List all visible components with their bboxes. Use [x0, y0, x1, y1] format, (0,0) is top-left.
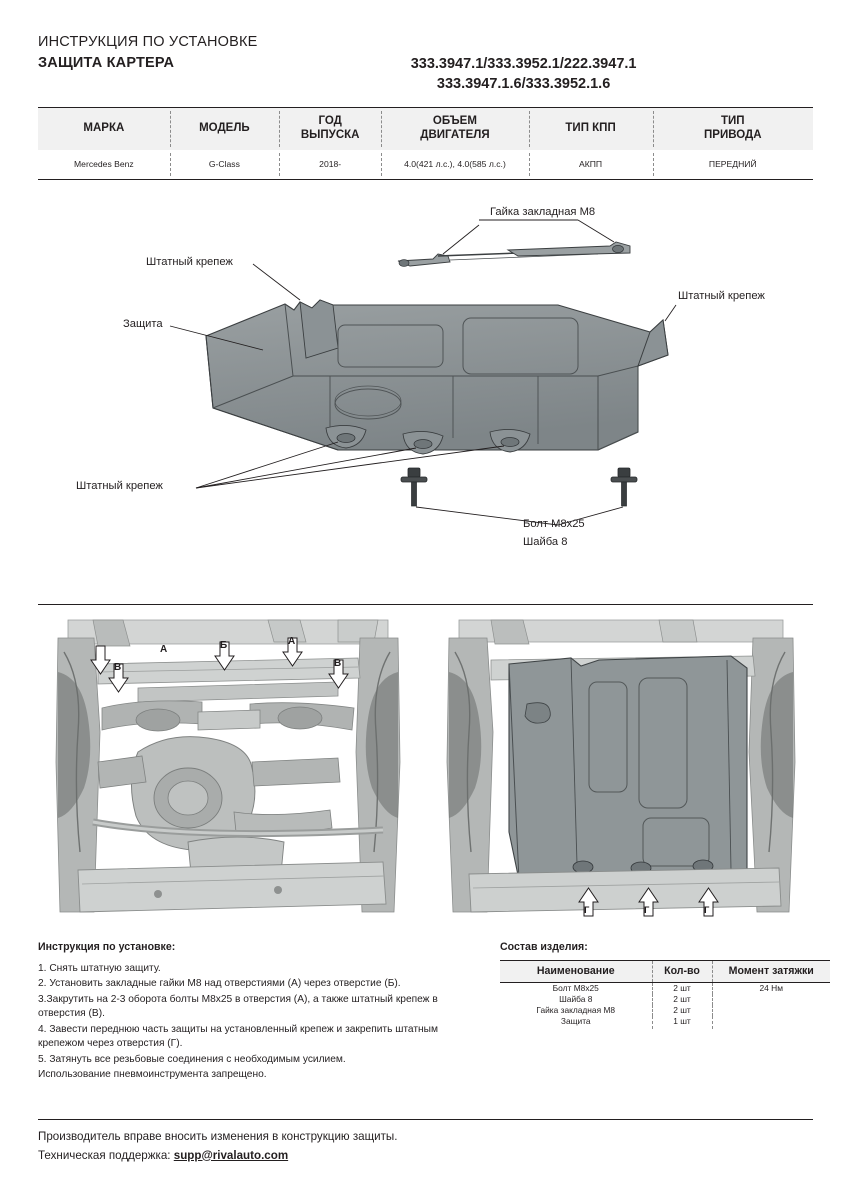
document-subtitle: ИНСТРУКЦИЯ ПО УСТАНОВКЕ: [38, 34, 258, 50]
part-name: Защита: [560, 1016, 591, 1027]
spec-value-engine: 4.0(421 л.с.), 4.0(585 л.с.): [381, 150, 528, 179]
callout-letter-v-right: В: [334, 658, 342, 669]
spec-table-header-row: [38, 108, 813, 150]
callout-letter-g-2: Г: [644, 905, 650, 916]
label-embedded-nut: Гайка закладная М8: [490, 206, 596, 218]
page-title: ЗАЩИТА КАРТЕРА: [38, 55, 175, 71]
product-codes-line-2: 333.3947.1.6/333.3952.1.6: [436, 75, 611, 92]
installation-instructions: [38, 941, 478, 1083]
spec-header-year-line2: ВЫПУСКА: [300, 129, 360, 141]
spec-header-brand-label: МАРКА: [83, 122, 125, 135]
bolt-parts: [401, 468, 637, 506]
spec-header-year: [279, 108, 381, 150]
part-torque: [712, 1005, 830, 1016]
footer-support: [38, 1147, 813, 1166]
divider-middle: [38, 604, 813, 605]
parts-header-torque: Момент затяжки: [712, 961, 830, 983]
spec-value-brand: Mercedes Benz: [74, 159, 134, 170]
document-header: [38, 34, 813, 94]
part-name: Шайба 8: [559, 994, 593, 1005]
spec-header-engine-line2: ДВИГАТЕЛЯ: [420, 129, 490, 141]
instructions-list: [38, 962, 478, 1067]
parts-table-header-row: [500, 961, 830, 983]
spec-header-model-label: МОДЕЛЬ: [199, 122, 250, 135]
underbody-before-drawing: [38, 612, 418, 922]
part-qty: 2 шт: [652, 994, 712, 1005]
spec-header-engine-line1: ОБЪЕМ: [432, 115, 477, 128]
support-email-link[interactable]: supp@rivalauto.com: [173, 1148, 289, 1162]
callout-letter-v-left: В: [114, 662, 122, 673]
part-torque: [712, 1016, 830, 1029]
part-name: Болт М8х25: [552, 983, 599, 993]
instructions-title: Инструкция по установке:: [38, 941, 176, 953]
spec-value-model: G-Class: [170, 150, 279, 179]
callout-letter-g-1: Г: [584, 905, 590, 916]
embedded-nut-parts: [398, 242, 630, 266]
instruction-step: 1. Снять штатную защиту.: [38, 963, 161, 974]
part-qty: 1 шт: [652, 1016, 712, 1029]
installed-skid-plate: [509, 656, 747, 880]
footer-support-label: Техническая поддержка:: [38, 1148, 171, 1162]
table-row: [500, 1016, 830, 1029]
spec-header-brand: [38, 108, 170, 150]
label-shield: Защита: [123, 318, 163, 330]
label-fastener-bottom: Штатный крепеж: [76, 480, 163, 492]
instructions-note: Использование пневмоинструмента запрещено.: [38, 1069, 267, 1081]
callout-letter-g-3: Г: [704, 905, 710, 916]
instruction-step: 2. Установить закладные гайки М8 над отверстиями (А) через отверстие (Б).: [38, 978, 401, 990]
instruction-step: 4. Завести переднюю часть защиты на установленный крепеж и закрепить штатным крепежом через отверстия (Г).: [38, 1023, 438, 1050]
skid-plate-shape: [206, 300, 668, 454]
vehicle-spec-table: [38, 107, 813, 180]
photo-underbody-after: [431, 612, 813, 922]
spec-header-drivetrain: [653, 108, 813, 150]
assembly-drawing: [38, 180, 813, 600]
product-codes: [234, 55, 813, 94]
divider-bottom: [38, 1119, 813, 1120]
underbody-after-drawing: [431, 612, 813, 922]
spec-header-engine: [381, 108, 528, 150]
spec-header-transmission: [529, 108, 653, 150]
instruction-step: 3.Закрутить на 2-3 оборота болты М8х25 в отверстия (А), а также штатный крепеж в отверстия (В).: [38, 993, 438, 1020]
callout-letter-a-right: А: [288, 636, 296, 647]
spec-header-model: [170, 108, 279, 150]
product-codes-line-1: 333.3947.1/333.3952.1/222.3947.1: [410, 56, 637, 72]
label-bolt: Болт М8х25: [523, 518, 585, 530]
part-qty: 2 шт: [652, 983, 712, 995]
parts-table: [500, 960, 830, 1029]
spec-value-drivetrain: ПЕРЕДНИЙ: [653, 150, 813, 179]
spec-table-data-row: [38, 150, 813, 179]
instruction-step: 5. Затянуть все резьбовые соединения с необходимым усилием.: [38, 1053, 346, 1065]
photo-underbody-before: [38, 612, 418, 922]
callout-letter-a-left: А: [160, 644, 168, 655]
label-washer: Шайба 8: [523, 536, 568, 548]
installation-photos: [38, 612, 813, 922]
spec-header-drivetrain-line1: ТИП: [720, 115, 745, 128]
parts-header-name: Наименование: [500, 961, 652, 983]
parts-list: [500, 941, 830, 1029]
spec-header-drivetrain-line2: ПРИВОДА: [704, 129, 762, 141]
spec-value-year: 2018-: [279, 150, 381, 179]
table-row: [500, 994, 830, 1005]
parts-list-title: Состав изделия:: [500, 941, 588, 953]
table-row: [500, 1005, 830, 1016]
spec-header-year-line1: ГОД: [318, 115, 342, 128]
spec-header-transmission-label: ТИП КПП: [565, 122, 616, 135]
label-fastener-top-right: Штатный крепеж: [678, 290, 765, 302]
part-name: Гайка закладная М8: [536, 1005, 616, 1016]
part-torque: 24 Нм: [712, 983, 830, 995]
footer-disclaimer: Производитель вправе вносить изменения в конструкцию защиты.: [38, 1130, 398, 1143]
table-row: [500, 983, 830, 995]
parts-header-qty: Кол-во: [652, 961, 712, 983]
part-qty: 2 шт: [652, 1005, 712, 1016]
spec-value-transmission: АКПП: [529, 150, 653, 179]
document-footer: [38, 1128, 813, 1165]
exploded-assembly-diagram: [38, 180, 813, 600]
callout-letter-b-center: Б: [220, 640, 228, 651]
part-torque: [712, 994, 830, 1005]
label-fastener-top-left: Штатный крепеж: [146, 256, 233, 268]
